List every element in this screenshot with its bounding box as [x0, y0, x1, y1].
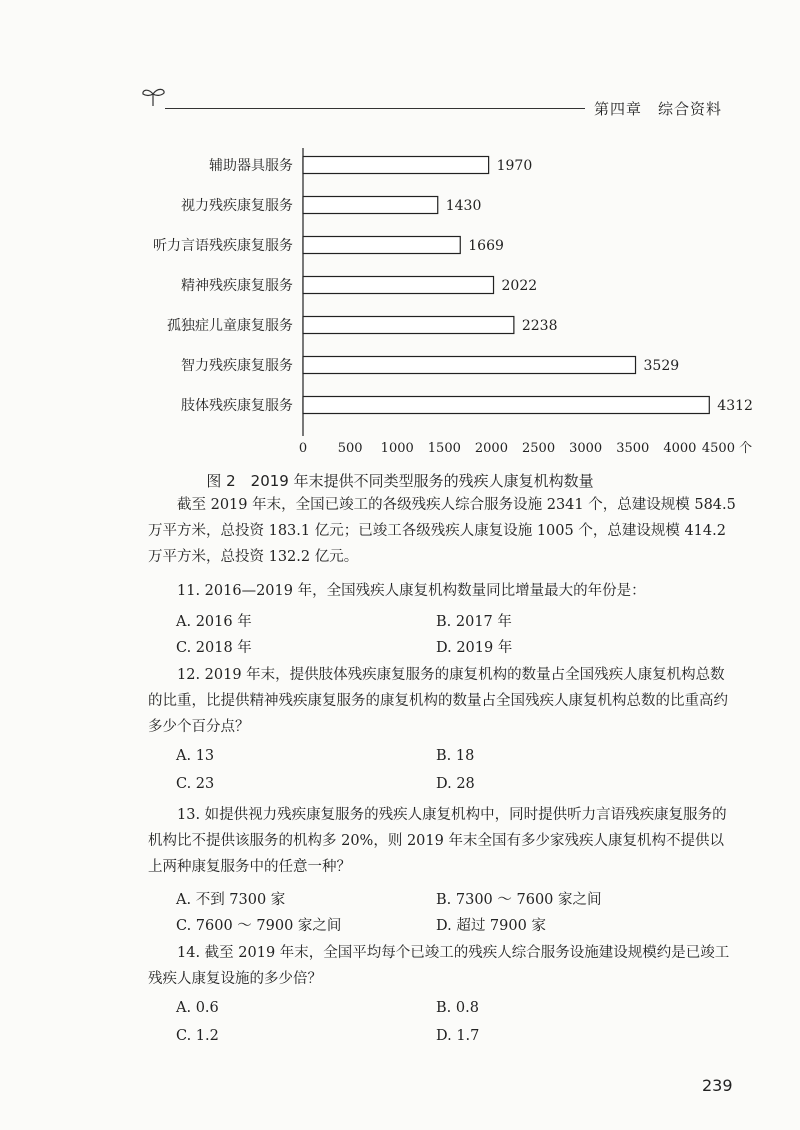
x-tick-label: 500 [337, 441, 363, 456]
value-label: 4312 [717, 398, 753, 414]
category-label: 听力言语残疾康复服务 [153, 238, 293, 254]
x-tick-label: 3000 [569, 441, 603, 456]
x-tick-label: 1500 [427, 441, 461, 456]
option-14d[interactable]: D. 1.7 [436, 1028, 480, 1044]
category-label: 视力残疾康复服务 [181, 198, 293, 214]
option-11c[interactable]: C. 2018 年 [176, 640, 252, 656]
category-label: 精神残疾康复服务 [181, 278, 293, 294]
x-tick-label: 2000 [474, 441, 508, 456]
option-13a[interactable]: A. 不到 7300 家 [176, 892, 286, 908]
value-label: 1970 [496, 158, 533, 174]
header-rule [165, 108, 585, 109]
x-tick-label: 4500 个 [701, 441, 753, 456]
option-11a[interactable]: A. 2016 年 [176, 614, 252, 630]
sprout-icon [140, 84, 166, 108]
option-14a[interactable]: A. 0.6 [176, 1000, 219, 1016]
bar-chart [0, 140, 800, 465]
category-label: 孤独症儿童康复服务 [167, 318, 293, 334]
x-tick-label: 3500 [616, 441, 650, 456]
value-label: 3529 [643, 358, 680, 374]
question-14: 14. 截至 2019 年末，全国平均每个已竣工的残疾人综合服务设施建设规模约是已竣工残疾人康复设施的多少倍？ [148, 945, 730, 987]
question-12: 12. 2019 年末，提供肢体残疾康复服务的康复机构的数量占全国残疾人康复机构总数的比重，比提供精神残疾康复服务的康复机构的数量占全国残疾人康复机构总数的比重高约多少个百分点？ [148, 667, 728, 735]
option-12b[interactable]: B. 18 [436, 748, 475, 764]
option-14b[interactable]: B. 0.8 [436, 1000, 479, 1016]
bar-6 [303, 397, 709, 414]
bar-4 [303, 317, 514, 334]
option-12d[interactable]: D. 28 [436, 776, 475, 792]
x-tick-label: 2500 [522, 441, 556, 456]
body-paragraph: 截至 2019 年末，全国已竣工的各级残疾人综合服务设施 2341 个，总建设规模 584.5 万平方米，总投资 183.1 亿元；已竣工各级残疾人康复设施 1005 个，总建设规模 414.2 万平方米，总投资 132.2 亿元。 [148, 497, 736, 565]
chapter-header: 第四章 综合资料 [594, 100, 723, 118]
bar-1 [303, 197, 438, 214]
category-label: 辅助器具服务 [209, 158, 293, 174]
option-11b[interactable]: B. 2017 年 [436, 614, 512, 630]
bar-5 [303, 357, 636, 374]
bar-0 [303, 157, 489, 174]
option-13c[interactable]: C. 7600 ～ 7900 家之间 [176, 918, 342, 934]
bar-2 [303, 237, 460, 254]
value-label: 1669 [468, 238, 504, 254]
option-13b[interactable]: B. 7300 ～ 7600 家之间 [436, 892, 602, 908]
x-tick-label: 1000 [380, 441, 414, 456]
page-number: 239 [702, 1076, 733, 1095]
value-label: 2022 [501, 278, 538, 294]
value-label: 1430 [445, 198, 482, 214]
x-tick-label: 4000 [663, 441, 697, 456]
question-11: 11. 2016—2019 年，全国残疾人康复机构数量同比增量最大的年份是： [177, 583, 646, 599]
option-13d[interactable]: D. 超过 7900 家 [436, 918, 546, 934]
question-13: 13. 如提供视力残疾康复服务的残疾人康复机构中，同时提供听力言语残疾康复服务的机构比不提供该服务的机构多 20%，则 2019 年末全国有多少家残疾人康复机构不提供以上两种康复服务中的任意一种？ [148, 807, 727, 875]
option-12a[interactable]: A. 13 [176, 748, 215, 764]
value-label: 2238 [521, 318, 558, 334]
x-tick-label: 0 [298, 441, 308, 456]
option-12c[interactable]: C. 23 [176, 776, 215, 792]
category-label: 肢体残疾康复服务 [181, 398, 293, 414]
bar-3 [303, 277, 494, 294]
chart-caption: 图 2 2019 年末提供不同类型服务的残疾人康复机构数量 [206, 472, 594, 490]
category-label: 智力残疾康复服务 [181, 358, 293, 374]
option-14c[interactable]: C. 1.2 [176, 1028, 219, 1044]
option-11d[interactable]: D. 2019 年 [436, 640, 513, 656]
